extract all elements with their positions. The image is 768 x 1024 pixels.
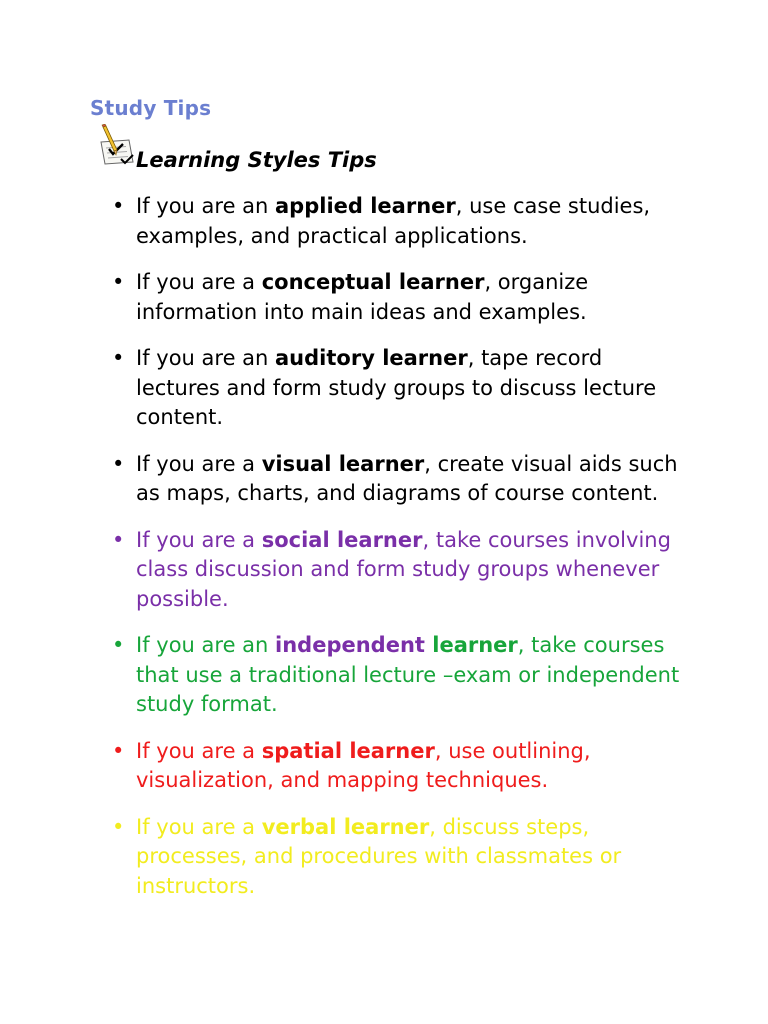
- tip-term-part-1: independent: [275, 633, 433, 657]
- tip-term-part-1: applied learner: [275, 194, 456, 218]
- checklist-pencil-icon: [96, 124, 138, 168]
- list-item: [112, 631, 692, 720]
- tip-rest: , create visual aids such as maps, charts, and diagrams of course content.: [136, 451, 678, 505]
- tip-rest: , organize information into main ideas and examples.: [136, 270, 589, 324]
- tip-term: [275, 346, 468, 370]
- bullet: •: [112, 738, 125, 763]
- bullet: •: [112, 814, 125, 839]
- tip-term: [262, 528, 423, 552]
- tip-lead: If you are an: [136, 633, 276, 657]
- tip-rest: , use outlining, visualization, and mapping techniques.: [136, 738, 591, 792]
- tip-term-part-2: learner: [432, 633, 518, 657]
- bullet: •: [112, 527, 125, 552]
- tip-lead: If you are an: [136, 194, 276, 218]
- tip-term: [262, 270, 485, 294]
- tip-term: [262, 739, 435, 763]
- tip-lead: If you are a: [136, 451, 262, 476]
- list-item: [112, 737, 692, 796]
- tip-term-part-1: visual learner: [261, 451, 425, 476]
- tip-rest: , tape record lectures and form study groups to discuss lecture content.: [136, 346, 657, 429]
- tip-lead: If you are a: [136, 527, 262, 552]
- bullet: •: [112, 270, 125, 294]
- tip-term: [262, 815, 430, 839]
- tip-lead: If you are a: [136, 270, 262, 294]
- list-item: [112, 450, 692, 509]
- tip-lead: If you are a: [136, 814, 262, 839]
- tip-term-part-1: spatial learner: [261, 738, 435, 763]
- tip-rest: , use case studies, examples, and practical applications.: [136, 194, 651, 248]
- tip-term: [262, 452, 425, 476]
- list-item: [112, 813, 692, 902]
- list-item: [112, 268, 692, 327]
- tip-rest: , take courses involving class discussion and form study groups whenever possible.: [136, 527, 671, 611]
- tip-term: [275, 194, 456, 218]
- bullet: •: [112, 451, 125, 476]
- list-item: [112, 192, 692, 251]
- tip-term-part-1: auditory learner: [275, 346, 468, 370]
- list-item: [112, 526, 692, 615]
- bullet: •: [112, 633, 125, 657]
- tip-term-part-1: verbal learner: [261, 814, 430, 839]
- tip-term: [275, 633, 518, 657]
- list-item: [112, 344, 692, 433]
- page-title: Study Tips: [90, 96, 212, 120]
- tip-lead: If you are an: [136, 346, 276, 370]
- tip-rest: , take courses that use a traditional lecture –exam or independent study format.: [136, 633, 680, 716]
- section-header: [96, 124, 556, 174]
- tip-term-part-1: conceptual learner: [261, 270, 485, 294]
- learning-tips-list: [112, 192, 692, 918]
- bullet: •: [112, 194, 125, 218]
- tip-rest: , discuss steps, processes, and procedures with classmates or instructors.: [136, 814, 622, 898]
- tip-term-part-1: social learner: [261, 527, 423, 552]
- bullet: •: [112, 346, 125, 370]
- tip-lead: If you are a: [136, 738, 262, 763]
- section-title: Learning Styles Tips: [136, 148, 377, 172]
